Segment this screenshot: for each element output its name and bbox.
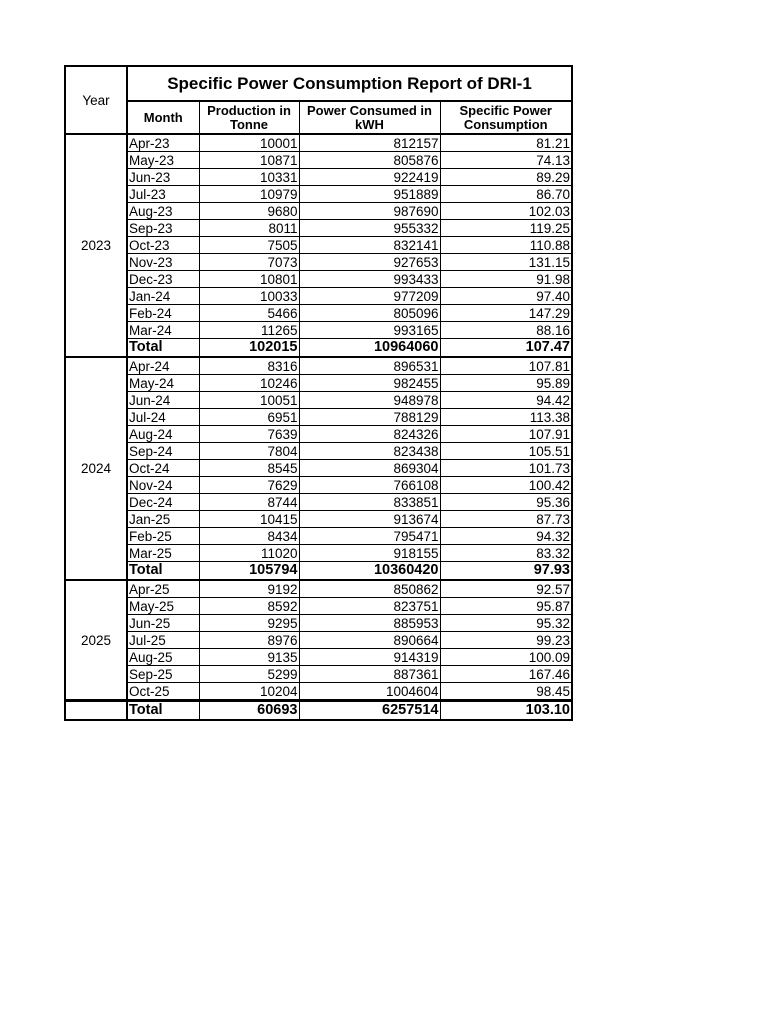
month-cell: Apr-24 <box>127 357 199 375</box>
month-cell: Sep-24 <box>127 443 199 460</box>
production-cell: 7639 <box>199 426 299 443</box>
table-row <box>65 357 572 375</box>
spc-cell: 95.87 <box>440 598 572 615</box>
total-power: 10360420 <box>299 562 440 581</box>
power-cell: 896531 <box>299 357 440 375</box>
power-cell: 927653 <box>299 254 440 271</box>
spc-cell: 102.03 <box>440 203 572 220</box>
production-cell: 11265 <box>199 322 299 339</box>
spc-cell: 81.21 <box>440 134 572 152</box>
production-cell: 5466 <box>199 305 299 322</box>
table-row <box>65 254 572 271</box>
month-cell: May-23 <box>127 152 199 169</box>
spc-cell: 74.13 <box>440 152 572 169</box>
spc-cell: 95.36 <box>440 494 572 511</box>
power-cell: 824326 <box>299 426 440 443</box>
production-cell: 10871 <box>199 152 299 169</box>
production-cell: 7629 <box>199 477 299 494</box>
table-row <box>65 288 572 305</box>
production-cell: 9135 <box>199 649 299 666</box>
production-cell: 7073 <box>199 254 299 271</box>
table-row <box>65 322 572 339</box>
table-row <box>65 443 572 460</box>
production-cell: 6951 <box>199 409 299 426</box>
year-cell: 2023 <box>65 134 127 357</box>
month-cell: Apr-25 <box>127 580 199 598</box>
month-cell: Feb-24 <box>127 305 199 322</box>
title-row <box>65 66 572 101</box>
table-row <box>65 271 572 288</box>
month-cell: Dec-24 <box>127 494 199 511</box>
spc-cell: 147.29 <box>440 305 572 322</box>
month-cell: Jul-23 <box>127 186 199 203</box>
total-spc: 107.47 <box>440 339 572 358</box>
spc-cell: 100.09 <box>440 649 572 666</box>
total-production: 102015 <box>199 339 299 358</box>
power-cell: 913674 <box>299 511 440 528</box>
month-cell: May-24 <box>127 375 199 392</box>
production-cell: 10204 <box>199 683 299 701</box>
table-row <box>65 666 572 683</box>
table-row <box>65 494 572 511</box>
total-label: Total <box>127 701 199 721</box>
total-row <box>65 339 572 358</box>
spc-cell: 89.29 <box>440 169 572 186</box>
total-label: Total <box>127 339 199 358</box>
month-cell: Jul-24 <box>127 409 199 426</box>
power-cell: 887361 <box>299 666 440 683</box>
month-cell: Nov-24 <box>127 477 199 494</box>
spc-cell: 98.45 <box>440 683 572 701</box>
production-cell: 10415 <box>199 511 299 528</box>
spc-cell: 131.15 <box>440 254 572 271</box>
spc-cell: 107.91 <box>440 426 572 443</box>
power-cell: 869304 <box>299 460 440 477</box>
table-row <box>65 598 572 615</box>
production-cell: 10001 <box>199 134 299 152</box>
power-cell: 955332 <box>299 220 440 237</box>
power-cell: 993165 <box>299 322 440 339</box>
production-cell: 8545 <box>199 460 299 477</box>
table-row <box>65 237 572 254</box>
month-cell: Jan-25 <box>127 511 199 528</box>
total-production: 60693 <box>199 701 299 721</box>
table-row <box>65 409 572 426</box>
production-cell: 8592 <box>199 598 299 615</box>
spc-cell: 94.32 <box>440 528 572 545</box>
spc-cell: 86.70 <box>440 186 572 203</box>
year-cell: 2024 <box>65 357 127 580</box>
power-cell: 805096 <box>299 305 440 322</box>
power-cell: 850862 <box>299 580 440 598</box>
month-cell: Oct-24 <box>127 460 199 477</box>
table-row <box>65 632 572 649</box>
power-cell: 982455 <box>299 375 440 392</box>
power-cell: 823438 <box>299 443 440 460</box>
table-row <box>65 615 572 632</box>
power-cell: 922419 <box>299 169 440 186</box>
column-header-row <box>65 101 572 134</box>
month-cell: Jan-24 <box>127 288 199 305</box>
power-cell: 890664 <box>299 632 440 649</box>
month-cell: Oct-25 <box>127 683 199 701</box>
month-cell: Feb-25 <box>127 528 199 545</box>
spc-cell: 88.16 <box>440 322 572 339</box>
table-row <box>65 477 572 494</box>
month-cell: Mar-25 <box>127 545 199 562</box>
table-row <box>65 528 572 545</box>
total-row <box>65 562 572 581</box>
spc-cell: 119.25 <box>440 220 572 237</box>
production-cell: 9192 <box>199 580 299 598</box>
spc-cell: 167.46 <box>440 666 572 683</box>
year-cell: 2025 <box>65 580 127 701</box>
year-header: Year <box>65 66 127 134</box>
total-power: 10964060 <box>299 339 440 358</box>
total-power: 6257514 <box>299 701 440 721</box>
production-cell: 8011 <box>199 220 299 237</box>
table-row <box>65 426 572 443</box>
table-row <box>65 203 572 220</box>
table-row <box>65 511 572 528</box>
power-cell: 832141 <box>299 237 440 254</box>
table-row <box>65 580 572 598</box>
power-header: Power Consumed in kWH <box>299 101 440 134</box>
month-cell: Mar-24 <box>127 322 199 339</box>
power-cell: 795471 <box>299 528 440 545</box>
power-cell: 788129 <box>299 409 440 426</box>
spc-cell: 99.23 <box>440 632 572 649</box>
production-cell: 10033 <box>199 288 299 305</box>
month-cell: Sep-25 <box>127 666 199 683</box>
spc-cell: 113.38 <box>440 409 572 426</box>
power-cell: 977209 <box>299 288 440 305</box>
month-cell: Oct-23 <box>127 237 199 254</box>
power-cell: 812157 <box>299 134 440 152</box>
production-cell: 10246 <box>199 375 299 392</box>
production-cell: 5299 <box>199 666 299 683</box>
production-cell: 10801 <box>199 271 299 288</box>
power-cell: 885953 <box>299 615 440 632</box>
total-label: Total <box>127 562 199 581</box>
table-row <box>65 375 572 392</box>
spc-cell: 101.73 <box>440 460 572 477</box>
spc-cell: 87.73 <box>440 511 572 528</box>
spc-cell: 94.42 <box>440 392 572 409</box>
power-cell: 766108 <box>299 477 440 494</box>
spc-cell: 95.32 <box>440 615 572 632</box>
month-cell: Aug-23 <box>127 203 199 220</box>
production-header: Production in Tonne <box>199 101 299 134</box>
spc-cell: 110.88 <box>440 237 572 254</box>
production-cell: 8976 <box>199 632 299 649</box>
power-cell: 1004604 <box>299 683 440 701</box>
table-row <box>65 460 572 477</box>
table-row <box>65 134 572 152</box>
production-cell: 10979 <box>199 186 299 203</box>
production-cell: 9295 <box>199 615 299 632</box>
table-row <box>65 186 572 203</box>
table-row <box>65 305 572 322</box>
production-cell: 9680 <box>199 203 299 220</box>
production-cell: 8744 <box>199 494 299 511</box>
power-cell: 823751 <box>299 598 440 615</box>
month-header: Month <box>127 101 199 134</box>
table-row <box>65 649 572 666</box>
total-spc: 97.93 <box>440 562 572 581</box>
production-cell: 11020 <box>199 545 299 562</box>
month-cell: Jun-25 <box>127 615 199 632</box>
month-cell: Aug-24 <box>127 426 199 443</box>
spc-header: Specific Power Consumption <box>440 101 572 134</box>
power-cell: 805876 <box>299 152 440 169</box>
month-cell: Aug-25 <box>127 649 199 666</box>
month-cell: Dec-23 <box>127 271 199 288</box>
power-cell: 951889 <box>299 186 440 203</box>
table-row <box>65 392 572 409</box>
table-row <box>65 169 572 186</box>
month-cell: May-25 <box>127 598 199 615</box>
production-cell: 10331 <box>199 169 299 186</box>
total-production: 105794 <box>199 562 299 581</box>
spc-cell: 83.32 <box>440 545 572 562</box>
power-cell: 948978 <box>299 392 440 409</box>
month-cell: Jul-25 <box>127 632 199 649</box>
power-cell: 993433 <box>299 271 440 288</box>
production-cell: 8434 <box>199 528 299 545</box>
production-cell: 7505 <box>199 237 299 254</box>
power-cell: 987690 <box>299 203 440 220</box>
spc-cell: 100.42 <box>440 477 572 494</box>
power-cell: 833851 <box>299 494 440 511</box>
spc-cell: 95.89 <box>440 375 572 392</box>
table-row <box>65 545 572 562</box>
table-row <box>65 152 572 169</box>
month-cell: Jun-23 <box>127 169 199 186</box>
power-cell: 918155 <box>299 545 440 562</box>
total-spc: 103.10 <box>440 701 572 721</box>
power-cell: 914319 <box>299 649 440 666</box>
production-cell: 8316 <box>199 357 299 375</box>
spc-cell: 91.98 <box>440 271 572 288</box>
spc-cell: 107.81 <box>440 357 572 375</box>
grand-total-row <box>65 701 572 721</box>
spc-cell: 105.51 <box>440 443 572 460</box>
month-cell: Jun-24 <box>127 392 199 409</box>
month-cell: Nov-23 <box>127 254 199 271</box>
table-row <box>65 683 572 701</box>
table-row <box>65 220 572 237</box>
production-cell: 10051 <box>199 392 299 409</box>
blank-year-cell <box>65 701 127 721</box>
report-title: Specific Power Consumption Report of DRI-1 <box>127 66 572 101</box>
spc-cell: 97.40 <box>440 288 572 305</box>
month-cell: Sep-23 <box>127 220 199 237</box>
production-cell: 7804 <box>199 443 299 460</box>
month-cell: Apr-23 <box>127 134 199 152</box>
power-consumption-table <box>64 65 573 721</box>
spc-cell: 92.57 <box>440 580 572 598</box>
